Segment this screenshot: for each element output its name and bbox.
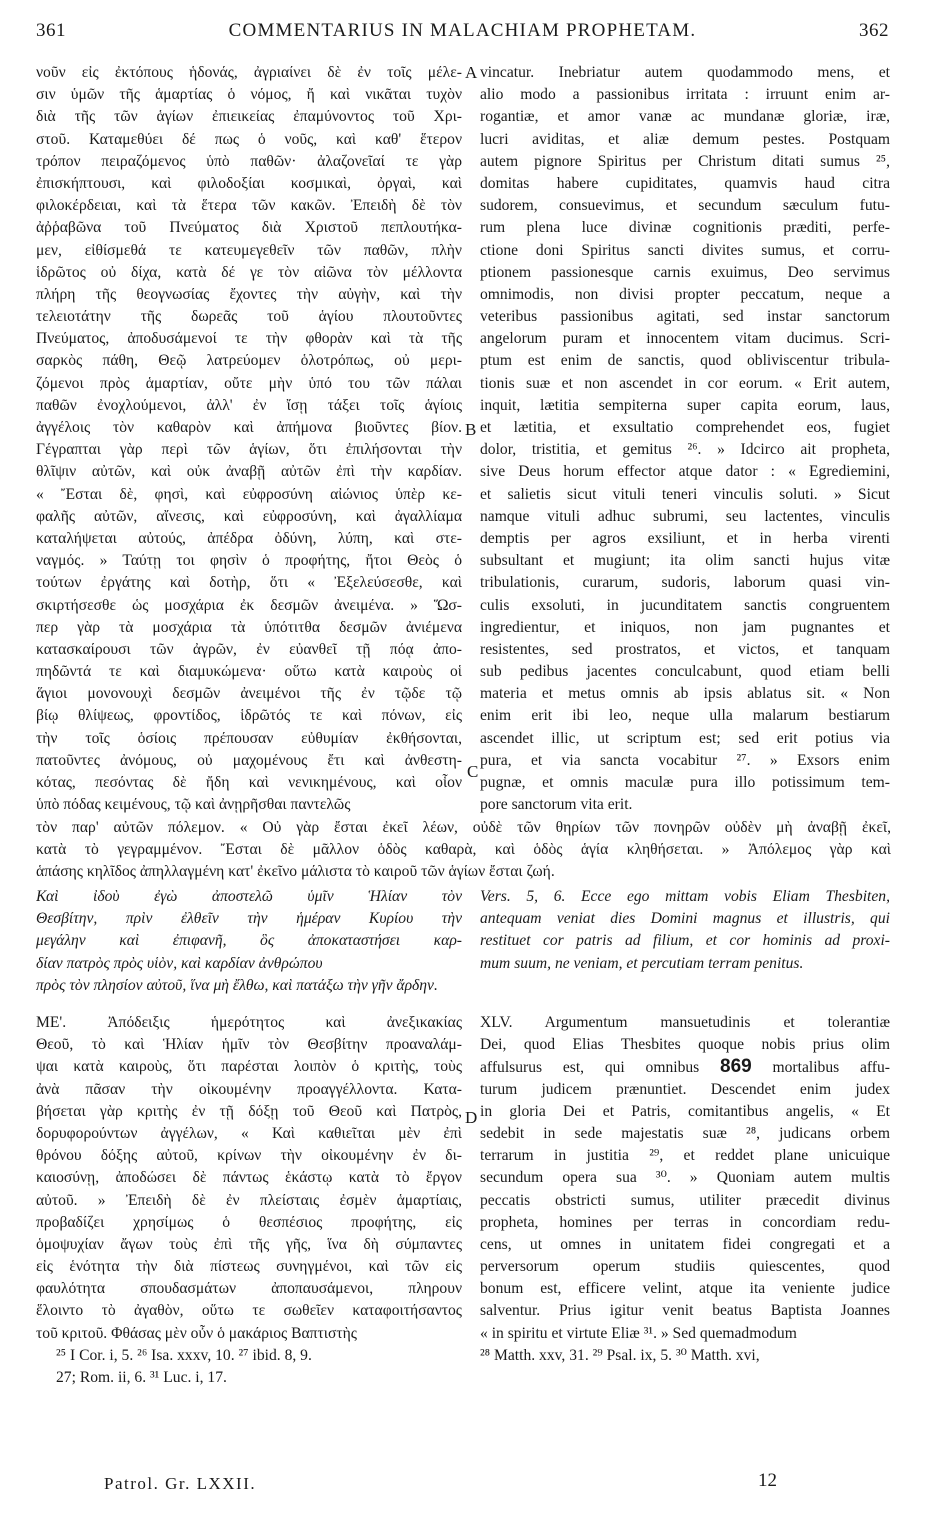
greek-col-1-line: διὰ τῆς τῶν ἁγίων ἐπιεικείας ἐπαμύνοντος τοῦ Χρι- [36, 108, 462, 126]
latin-col-1-line: namque vituli adhuc subrumi, seu lactentes, vinculis [480, 507, 890, 525]
latin-verse-column [480, 886, 890, 975]
greek-verse-column [36, 886, 462, 975]
greek-col-3-line: ψαι κατὰ καιροὺς, ὅτι παρέσται λοιπὸν ὁ κριτὴς, τοὺς [36, 1058, 462, 1076]
greek-col-1-line: στοῦ. Καταμεθύει δέ πως ὁ νοῦς, καὶ καθ' ἕτερον [36, 130, 462, 148]
greek-col-1-line: Γέγραπται γὰρ περὶ τῶν ἁγίων, ὅτι ἐπιλήσονται τὴν [36, 441, 462, 459]
latin-col-1-line: autem pignore Spiritus per Christum ditati sumus ²⁵, [480, 152, 890, 170]
footnote-line-2: 27; Rom. ii, 6. ³¹ Luc. i, 17. [56, 1369, 227, 1386]
greek-col-1-line: σκιρτήσεσθε ὡς μοσχάρια ἐκ δεσμῶν ἀνειμένα. » Ὥσ- [36, 596, 462, 614]
greek-col-1-line: νοῦν εἰς ἐκτόπους ἡδονάς, ἀγριαίνει δὲ ἐν τοῖς μέλε- [36, 64, 462, 81]
latin-col-3-line: « in spiritu et virtute Eliæ ³¹. » Sed quemadmodum [480, 1324, 797, 1342]
latin-column-1 [480, 62, 890, 816]
verse-end-text: πρὸς τὸν πλησίον αὐτοῦ, ἵνα μὴ ἔλθω, καὶ πατάξω τὴν γῆν ἄρδην. [36, 977, 438, 994]
latin-col-3-line: salventur. Prius igitur venit beatus Baptista Joannes [480, 1302, 890, 1320]
greek-col-1-line: ἀῤῥαβῶνα τοῦ Πνεύματος διὰ Χριστοῦ πεπλουτήκα- [36, 219, 462, 237]
greek-col-3-line: εἰς ἑνότητα τὴν διὰ πίστεως συνηγμένοι, καὶ τῶν εἰς [36, 1258, 462, 1276]
latin-col-1-line: inquit, lætitia sempiterna super capita eorum, laus, [480, 396, 890, 414]
latin-col-1-line: domitas habere cupiditates, quamvis haud citra [480, 174, 890, 192]
footnote-line-right: ²⁸ Matth. xxv, 31. ²⁹ Psal. ix, 5. ³⁰ Matth. xvi, [480, 1347, 760, 1364]
greek-col-1-line: κότας, πεσόντας δὲ ἤδη καὶ νενικημένους, καὶ οἷον [36, 774, 462, 791]
margin-marker-d: D [465, 1108, 478, 1127]
latin-col-1-line: rum plena luce divinæ cognitionis præditi, perfe- [480, 219, 890, 237]
greek-col-3-line: βήσεται γὰρ κριτὴς ἐν τῇ δόξῃ τοῦ Θεοῦ καὶ Πατρὸς, [36, 1102, 462, 1120]
latin-col-1-line: ascendet illic, ut scriptum est; sed erit potius via [480, 729, 890, 747]
greek-col-1-line: ὑπὸ πόδας κειμένους, τῷ καὶ ἀνῃρῆσθαι παντελῶς [36, 796, 351, 814]
greek-col-1-line: βίῳ θλίψεως, φροντίδος, ἱδρῶτός τε καὶ πόνων, εἰς [36, 707, 462, 725]
latin-col-3-line: secundum opera sua ³⁰. » Quoniam autem multis [480, 1169, 890, 1187]
latin-col-1-line: tionis suæ et non ascendet in cor eorum. « Erit autem, [480, 374, 890, 392]
greek-col-1-line: ἅγιοι μονονουχὶ δεσμῶν ἀνειμένοι τῆς ἐν τῷδε τῷ [36, 685, 462, 703]
greek-col-1-line: φιλοκέρδειαι, καὶ τὰ ἕτερα τῶν κακῶν. Ἐπειδὴ δὲ τὸν [36, 197, 462, 215]
greek-col-1-line: ἐπισκήπτουσι, καὶ φιλοδοξίαι κοσμικαὶ, ὀργαὶ, καὶ [36, 174, 462, 192]
greek-col-3-line: καιοσύνῃ, ἀποδώσει δὲ πάντως ἑκάστῳ κατὰ τὸ ἔργον [36, 1169, 462, 1187]
latin-col-1-line: vincatur. Inebriatur autem quodammodo mens, et [480, 64, 890, 81]
latin-col-1-line: pore sanctorum vita erit. [480, 796, 633, 814]
latin-col-1-line: sub pedibus jacentes conculcabunt, quod etiam belli [480, 663, 890, 681]
full-width-text [36, 817, 891, 884]
greek-verse-line: μεγάλην καὶ ἐπιφανῆ, ὃς ἀποκαταστήσει καρ- [36, 932, 462, 950]
latin-col-3-line: XLV. Argumentum mansuetudinis et tolerantiæ [480, 1014, 890, 1031]
full-width-line: τὸν παρ' αὐτῶν πόλεμον. « Οὐ γὰρ ἔσται ἐκεῖ λέων, οὐδὲ τῶν θηρίων τῶν πονηρῶν οὐδὲν μὴ ἀναβῇ ἐκεῖ, [36, 819, 891, 836]
latin-col-1-line: enim erit ibi leo, neque ulla malarum bestiarum [480, 707, 890, 725]
latin-col-1-line: tribulationis, curarum, sudoris, laborum quasi vin- [480, 574, 890, 592]
greek-col-1-line: Πνεύματος, ἀποδυσάμενοί τε τὴν φθορὰν καὶ τὰ τῆς [36, 330, 462, 348]
greek-col-1-line: τὴν τοῖς ὁσίοις πρέπουσαν εὐθυμίαν ἐκθήσονται, [36, 729, 462, 747]
greek-col-3-line: ἀνὰ πᾶσαν τὴν οἰκουμένην προαγγέλλοντα. Κατα- [36, 1080, 462, 1098]
running-header [36, 20, 889, 50]
latin-col-1-line: et lætitia, et exsultatio comprehendet eos, fugiet [480, 419, 890, 436]
margin-marker-b: B [465, 420, 477, 439]
signature-number: 12 [758, 1470, 777, 1491]
running-title: COMMENTARIUS IN MALACHIAM PROPHETAM. [228, 20, 697, 41]
latin-col-1-line: materia et metus omnis ab ipsis ablatus sit. « Non [480, 685, 890, 703]
latin-col-3-line: sedebit in sede majestatis suæ ²⁸, judicans orbem [480, 1124, 890, 1142]
footnote-line-1: ²⁵ I Cor. i, 5. ²⁶ Isa. xxxv, 10. ²⁷ ibid. 8, 9. [56, 1347, 312, 1364]
latin-col-1-line: rogantiæ, et amor vanæ ac mundanæ gloriæ, iræ, [480, 108, 890, 126]
greek-col-3-line: ὁμοψυχίαν ἄγων τοὺς ἐπὶ τῆς γῆς, ἵνα δὴ σύμπαντες [36, 1235, 462, 1253]
footnotes-left [56, 1345, 461, 1389]
greek-col-1-line: παθῶν ἐνοχλούμενοι, ἀλλ' ἐν ἴσῃ τάξει τοῖς ἁγίοις [36, 396, 462, 414]
page-number-right: 362 [859, 20, 889, 41]
latin-col-1-line: pura, et via sancta vocabitur ²⁷. » Exsors enim [480, 751, 890, 769]
greek-col-3-line: φαυλότητα σπουδασμάτων ἀποπαυσάμενοι, πληρουν [36, 1280, 462, 1298]
latin-col-1-line: lucri aviditas, et aliæ demum pestes. Postquam [480, 130, 890, 148]
latin-col-1-line: resistentes, sed prostratos, et victos, et tanquam [480, 640, 890, 658]
latin-verse-line: antequam veniat dies Domini magnus et illustris, qui [480, 910, 890, 928]
latin-verse-line: restituet cor patris ad filium, et cor hominis ad proxi- [480, 932, 890, 950]
greek-col-1-line: σιν ὑμῶν τῆς ἁμαρτίας ὁ νόμος, ἤ καὶ νικᾶται τυχὸν [36, 86, 462, 104]
latin-col-3-line: cens, ut omnes in unitatem fidei congregati et a [480, 1235, 890, 1253]
greek-col-3-line: προβαδίζει χρησίμως ὁ θεσπέσιος προφήτης, εἰς [36, 1213, 462, 1231]
greek-col-1-line: « Ἔσται δὲ, φησὶ, καὶ εὐφροσύνη αἰώνιος ὑπὲρ κε- [36, 485, 462, 503]
latin-col-3-line: in gloria Dei et Patris, comitantibus angelis, « Et [480, 1102, 890, 1120]
latin-col-1-line: angelorum puram et innocentem vitam ducimus. Scri- [480, 330, 890, 348]
greek-col-1-line: κατασκαίρουσι τῶν ἀγρῶν, ἐν εὐανθεῖ τῇ πόᾳ ἀπο- [36, 640, 462, 658]
folio-number: 869 [720, 1056, 752, 1078]
greek-col-3-line: τοῦ κριτοῦ. Φθάσας μὲν οὖν ὁ μακάριος Βαπτιστὴς [36, 1324, 357, 1342]
latin-col-3-line: propheta, homines per terras in concordiam redu- [480, 1213, 890, 1231]
latin-col-1-line: sudorem, consuevimus, et secundum sæculum futu- [480, 197, 890, 215]
greek-verse-line: Θεσβίτην, πρὶν ἐλθεῖν τὴν ἡμέραν Κυρίου τὴν [36, 910, 462, 928]
greek-verse-line: Καὶ ἰδοὺ ἐγὼ ἀποστελῶ ὑμῖν Ἡλίαν τὸν [36, 888, 462, 905]
latin-col-1-line: ptum est enim de sanctis, quod obliviscentur tribula- [480, 352, 890, 370]
greek-col-1-line: τρόπον πειραζόμενος ὑπὸ παθῶν· ἀλαζονεῖαί τε γὰρ [36, 152, 462, 170]
latin-col-3-line: affulsurus est, qui omnibus 869 mortalibus affu- [480, 1056, 890, 1078]
greek-col-1-line: ἀγγέλοις τὸν καθαρὸν καὶ ἀπήμονα βιοῦντες βίον. [36, 419, 462, 436]
latin-verse-line: Vers. 5, 6. Ecce ego mittam vobis Eliam Thesbiten, [480, 888, 890, 905]
latin-col-1-line: ingredientur, et iniquos, non jam pugnantes et [480, 618, 890, 636]
greek-col-3-line: ΜΕ'. Ἀπόδειξις ἡμερότητος καὶ ἀνεξικακίας [36, 1014, 462, 1031]
latin-verse-line: mum suum, ne veniam, et percutiam terram penitus. [480, 954, 804, 972]
page-number-left: 361 [36, 20, 66, 41]
greek-col-1-line: ζόμενοι πρὸς ἁμαρτίαν, οὔτε μὴν ὑπό του τῶν πάλαι [36, 374, 462, 392]
greek-col-1-line: θλῖψιν αὐτῶν, καὶ οὐκ ἀναβῇ αὐτῶν ἐπὶ τὴν καρδίαν. [36, 463, 462, 481]
latin-column-3 [480, 1012, 890, 1345]
greek-col-1-line: φαλῆς αὐτῶν, αἴνεσις, καὶ εὐφροσύνη, καὶ ἀγαλλίαμα [36, 507, 462, 525]
latin-col-1-line: veteribus passionibus agitati, sed instar sanctorum [480, 308, 890, 326]
latin-col-3-line: terrarum in justitia ²⁹, et reddet plane unicuique [480, 1147, 890, 1165]
margin-marker-c: C [467, 762, 479, 781]
full-width-line: κατὰ τὸ γεγραμμένον. Ἔσται δὲ μᾶλλον ὁδὸς καθαρὰ, καὶ ὁδὸς ἁγία κληθήσεται. » Ἀπόλεμος γὰρ καὶ [36, 841, 891, 859]
latin-col-1-line: sive Deus horum effector atque dator : « Egrediemini, [480, 463, 890, 481]
latin-col-3-line: perversorum operum studiis quiescentes, quod [480, 1258, 890, 1276]
greek-col-1-line: τούτων ἐργάτης καὶ δοτὴρ, ὅτι « Ἐξελεύσεσθε, καὶ [36, 574, 462, 592]
greek-col-1-line: πηδῶντά τε καὶ διαμυκώμενα· οὕτω κατὰ καιροὺς οἱ [36, 663, 462, 681]
verse-end-line [36, 975, 891, 997]
greek-verse-line: δίαν πατρὸς πρὸς υἱὸν, καὶ καρδίαν ἀνθρώπου [36, 954, 323, 972]
latin-col-1-line: ctione doni Spiritus sancti divites sumus, et corru- [480, 241, 890, 259]
latin-col-1-line: subsultant et mugiunt; ita olim sancti hujus vitæ [480, 552, 890, 570]
greek-col-1-line: πλήρη τῆς θεογνωσίας ἔχοντες τὴν αὐγὴν, καὶ τὴν [36, 285, 462, 303]
greek-col-3-line: ἕλοιντο τὸ ἀγαθὸν, οὕτω τε σωθεῖεν καταφοιτήσαντος [36, 1302, 462, 1320]
latin-col-3-line: turum judicem prænuntiet. Descendet enim judex [480, 1080, 890, 1098]
footnotes-right [480, 1345, 890, 1367]
margin-marker-a: A [465, 63, 478, 82]
greek-col-1-line: ναγμός. » Ταύτῃ τοι φησὶν ὁ προφήτης, ἤτοι Θεὸς ὁ [36, 552, 462, 570]
greek-col-1-line: σαρκὸς πάθη, Θεῷ λατρεύομεν ὁλοτρόπως, οὐ μερι- [36, 352, 462, 370]
latin-col-3-line: peccatis obstricti sumus, utiliter præcedit divinus [480, 1191, 890, 1209]
greek-column-3 [36, 1012, 462, 1345]
greek-col-1-line: τελειοτάτην τῆς δωρεᾶς τοῦ ἁγίου πλουτοῦντες [36, 308, 462, 326]
latin-col-1-line: pugnæ, et omnis maculæ pura illo potissimum tem- [480, 774, 890, 791]
latin-col-1-line: et salietis sicut vituli teneri vinculis soluti. » Sicut [480, 485, 890, 503]
greek-col-1-line: μεν, εἰθίσμεθά τε κατευμεγεθεῖν τῶν παθῶν, πλὴν [36, 241, 462, 259]
latin-col-1-line: culis exsoluti, in jucunditatem sanctis congruentem [480, 596, 890, 614]
latin-col-3-line: Dei, quod Elias Thesbites quoque nobis prius olim [480, 1036, 890, 1054]
latin-col-1-line: ptionem passionesque carnis exuimus, Deo servimus [480, 263, 890, 281]
latin-col-1-line: dolor, tristitia, et gemitus ²⁶. » Idcirco ait propheta, [480, 441, 890, 459]
latin-col-1-line: demptis per agros exsiliunt, et in herba virenti [480, 529, 890, 547]
greek-column-1 [36, 62, 462, 816]
latin-col-1-line: alio modo a passionibus irritata : irruunt enim ar- [480, 86, 890, 104]
greek-col-3-line: Θεοῦ, τὸ καὶ Ἡλίαν ἡμῖν τὸν Θεσβίτην προαναλάμ- [36, 1036, 462, 1054]
printer-signature: Patrol. Gr. LXXII. [104, 1474, 257, 1493]
greek-col-1-line: καταλήψεται αὐτούς, ἀπέδρα ὀδύνη, λύπη, καὶ στε- [36, 529, 462, 547]
greek-col-3-line: δορυφορούντων ἀγγέλων, « Καὶ καθιεῖται μὲν ἐπὶ [36, 1124, 462, 1142]
greek-col-1-line: ἱδρῶτος οὐ δίχα, κατὰ δέ γε τὸν αἰῶνα τὸν μέλλοντα [36, 263, 462, 281]
greek-col-3-line: θρόνου δόξης αὐτοῦ, κρίνων τὴν οἰκουμένην ἐν δι- [36, 1147, 462, 1165]
greek-col-1-line: πατοῦντες ἀνόμους, οὐ μαχομένους ἔτι καὶ ἀνθεστη- [36, 751, 462, 769]
latin-col-3-line: bonum est, efficere velint, atque ita veniente judice [480, 1280, 890, 1298]
greek-col-3-line: αὐτοῦ. » Ἐπειδὴ δὲ ἐν πλείσταις ἐσμὲν ἁμαρτίαις, [36, 1191, 462, 1209]
latin-col-1-line: omnimodis, non divisi propter peccatum, neque a [480, 285, 890, 303]
greek-col-1-line: περ γὰρ τὰ μοσχάρια τὰ ὑπότιτθα δεσμῶν ἀνιέμενα [36, 618, 462, 636]
full-width-line: ἁπάσης κηλῖδος ἀπηλλαγμένη κατ' ἐκεῖνο μάλιστα τὸ καιροῦ τῶν ἁγίων ἔσται ζωή. [36, 863, 555, 881]
